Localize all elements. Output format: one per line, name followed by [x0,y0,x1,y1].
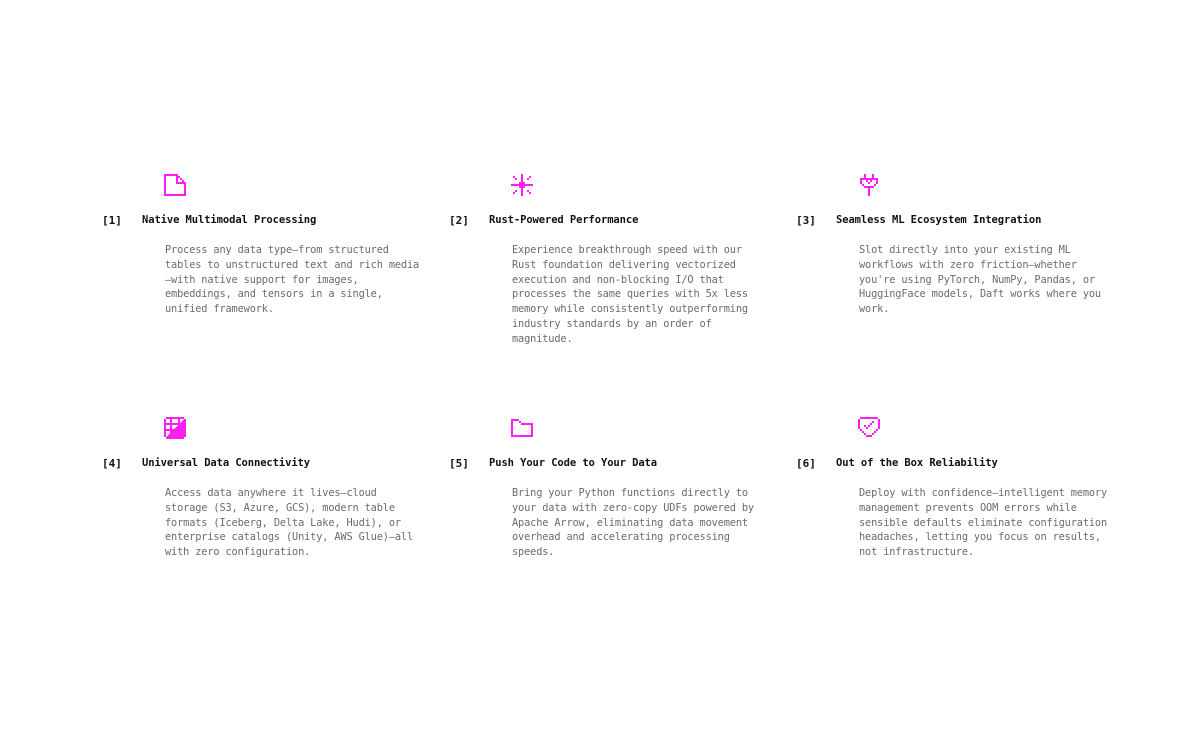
feature-description: Process any data type—from structured tables to unstructured text and rich media—with native support for images, embeddings, and tensors in a single, unified framework. [165,244,420,316]
document-icon [164,174,186,196]
feature-description: Slot directly into your existing ML workflows with zero friction—whether you're using PyTorch, NumPy, Pandas, or HuggingFace models, Daft works where you work. [859,244,1101,316]
sparkle-icon [511,174,533,196]
shield-check-icon [858,417,880,439]
feature-description: Access data anywhere it lives—cloud storage (S3, Azure, GCS), modern table formats (Iceberg, Delta Lake, Hudi), or enterprise catalogs (Unity, AWS Glue)—all with zero configuration. [165,487,414,559]
folder-icon [511,417,533,439]
feature-title: Push Your Code to Your Data [489,457,657,469]
feature-title: Seamless ML Ecosystem Integration [836,214,1042,226]
feature-title: Native Multimodal Processing [142,214,317,226]
database-icon [164,417,186,439]
feature-title: Out of the Box Reliability [836,457,998,469]
feature-index: [3] [796,214,816,227]
feature-description: Experience breakthrough speed with our Rust foundation delivering vectorized execution and non-blocking I/O that processes the same queries with 5x less memory while consistently outperforming industry standards by an order of magnitude. [512,244,748,345]
feature-description: Deploy with confidence—intelligent memory management prevents OOM errors while sensible defaults eliminate configuration headaches, letting you focus on results, not infrastructure. [859,487,1108,559]
plug-icon [858,174,880,196]
feature-title: Rust-Powered Performance [489,214,639,226]
feature-title: Universal Data Connectivity [142,457,310,469]
feature-index: [6] [796,457,816,470]
feature-index: [5] [449,457,469,470]
feature-index: [2] [449,214,469,227]
feature-index: [1] [102,214,122,227]
feature-description: Bring your Python functions directly to your data with zero-copy UDFs powered by Apache Arrow, eliminating data movement overhead and accelerating processing speeds. [512,487,754,559]
feature-index: [4] [102,457,122,470]
